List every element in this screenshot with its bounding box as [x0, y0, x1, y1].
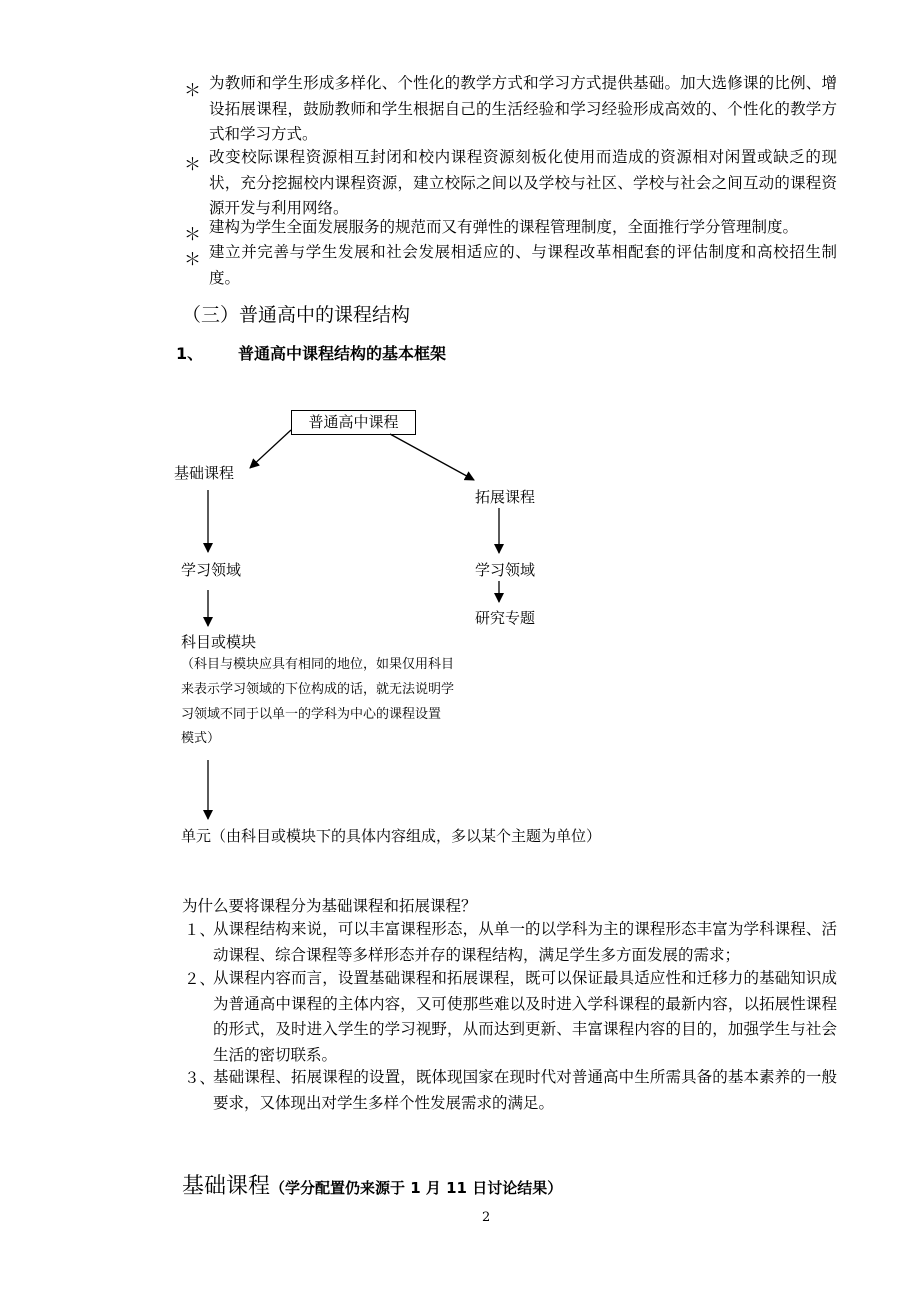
node-basic-course: 基础课程 — [174, 464, 235, 482]
page-number: 2 — [482, 1210, 491, 1225]
section-heading: （三）普通高中的课程结构 — [182, 304, 411, 326]
answer-text: 从课程结构来说，可以丰富课程形态，从单一的以学科为主的课程形态丰富为学科课程、活动课程、综合课程等多样形态并存的课程结构，满足学生多方面发展的需求； — [213, 920, 837, 964]
answer-number: ３、 — [184, 1069, 216, 1087]
arrow-root-to-extended — [390, 434, 474, 480]
answer-text: 从课程内容而言，设置基础课程和拓展课程，既可以保证最具适应性和迁移力的基础知识成为普通高中课程的主体内容，又可使那些难以及时进入学科课程的最新内容，以拓展性课程的形式，及时进入学生的学习视野，从而达到更新、丰富课程内容的目的，加强学生与社会生活的密切联系。 — [213, 969, 837, 1064]
bottom-heading — [182, 1169, 562, 1200]
note-line: 来表示学习领域的下位构成的话，就无法说明学 — [181, 682, 455, 697]
node-extended-course: 拓展课程 — [475, 488, 536, 506]
note-line: （科目与模块应具有相同的地位，如果仅用科目 — [181, 657, 455, 672]
node-research-topic: 研究专题 — [475, 609, 536, 627]
note-line: 习领域不同于以单一的学科为中心的课程设置 — [181, 707, 442, 722]
sub-heading-title: 普通高中课程结构的基本框架 — [238, 344, 447, 363]
bullet-marker: ＊ — [184, 81, 201, 101]
bullet-marker: ＊ — [184, 155, 201, 175]
bullet-marker: ＊ — [184, 250, 201, 270]
node-subject-or-module: 科目或模块 — [181, 633, 257, 651]
bullet-text: 改变校际课程资源相互封闭和校内课程资源刻板化使用而造成的资源相对闲置或缺乏的现状，充分挖掘校内课程资源，建立校际之间以及学校与社区、学校与社会之间互动的课程资源开发与利用网络。 — [209, 148, 837, 217]
answer-number: ２、 — [184, 970, 216, 988]
bullet-marker: ＊ — [184, 225, 201, 245]
bullet-text: 为教师和学生形成多样化、个性化的教学方式和学习方式提供基础。加大选修课的比例、增设拓展课程，鼓励教师和学生根据自己的生活经验和学习经验形成高效的、个性化的教学方式和学习方式。 — [209, 74, 837, 143]
answer-text: 基础课程、拓展课程的设置，既体现国家在现时代对普通高中生所需具备的基本素养的一般要求，又体现出对学生多样个性发展需求的满足。 — [213, 1068, 837, 1112]
bottom-heading-note: （学分配置仍来源于 1 月 11 日讨论结果） — [270, 1179, 563, 1197]
node-extended-learning-domain: 学习领域 — [475, 561, 536, 579]
node-basic-learning-domain: 学习领域 — [181, 561, 242, 579]
question-text: 为什么要将课程分为基础课程和拓展课程？ — [182, 897, 477, 915]
bottom-heading-main: 基础课程 — [182, 1174, 271, 1199]
node-unit: 单元（由科目或模块下的具体内容组成，多以某个主题为单位） — [181, 827, 602, 845]
sub-heading-number: 1、 — [176, 344, 204, 363]
note-line: 模式） — [181, 731, 221, 746]
bullet-text: 建立并完善与学生发展和社会发展相适应的、与课程改革相配套的评估制度和高校招生制度。 — [209, 243, 837, 287]
diagram-root-node: 普通高中课程 — [291, 410, 416, 435]
arrow-root-to-basic — [250, 430, 291, 468]
answer-number: １、 — [184, 921, 216, 939]
bullet-text: 建构为学生全面发展服务的规范而又有弹性的课程管理制度，全面推行学分管理制度。 — [209, 218, 799, 236]
